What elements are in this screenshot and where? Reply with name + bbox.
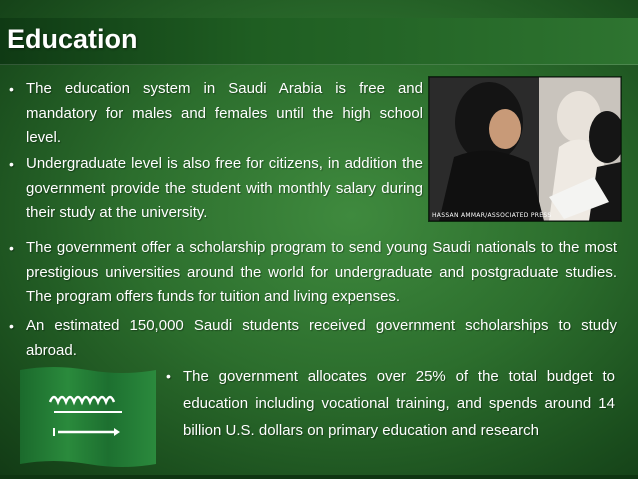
bullet-students-abroad bbox=[9, 314, 617, 363]
bullet-education-free bbox=[9, 77, 423, 151]
bullet-text: The education system in Saudi Arabia is free and mandatory for males and females until the high school level. bbox=[26, 80, 423, 146]
bottom-border bbox=[0, 475, 638, 479]
bullet-budget bbox=[166, 363, 615, 444]
photo-credit: HASSAN AMMAR/ASSOCIATED PRESS bbox=[432, 212, 552, 219]
saudi-flag-image bbox=[18, 364, 158, 470]
bullet-dot: • bbox=[9, 318, 14, 334]
bullet-dot: • bbox=[9, 240, 14, 256]
saudi-flag-illustration bbox=[18, 364, 158, 470]
title-bar bbox=[0, 18, 638, 65]
bullet-text: The government offer a scholarship program to send young Saudi nationals to the most prestigious universities around the world for undergraduate and postgraduate studies. The program offers funds for tuition and living expenses. bbox=[26, 239, 617, 305]
bullet-text: Undergraduate level is also free for citizens, in addition the government provide the student with monthly salary during their study at the university. bbox=[26, 155, 423, 221]
bullet-undergraduate bbox=[9, 152, 423, 226]
bullet-text: An estimated 150,000 Saudi students received government scholarships to study abroad. bbox=[26, 317, 617, 359]
bullet-dot: • bbox=[9, 81, 14, 97]
slide-title: Education bbox=[7, 24, 138, 54]
students-photo bbox=[428, 76, 622, 222]
bullet-scholarship-program bbox=[9, 236, 617, 310]
bullet-dot: • bbox=[166, 368, 171, 384]
bullet-text: The government allocates over 25% of the total budget to education including vocational training, and spends around 14 billion U.S. dollars on primary education and research bbox=[183, 368, 615, 439]
bullet-dot: • bbox=[9, 156, 14, 172]
students-photo-illustration bbox=[429, 77, 621, 221]
